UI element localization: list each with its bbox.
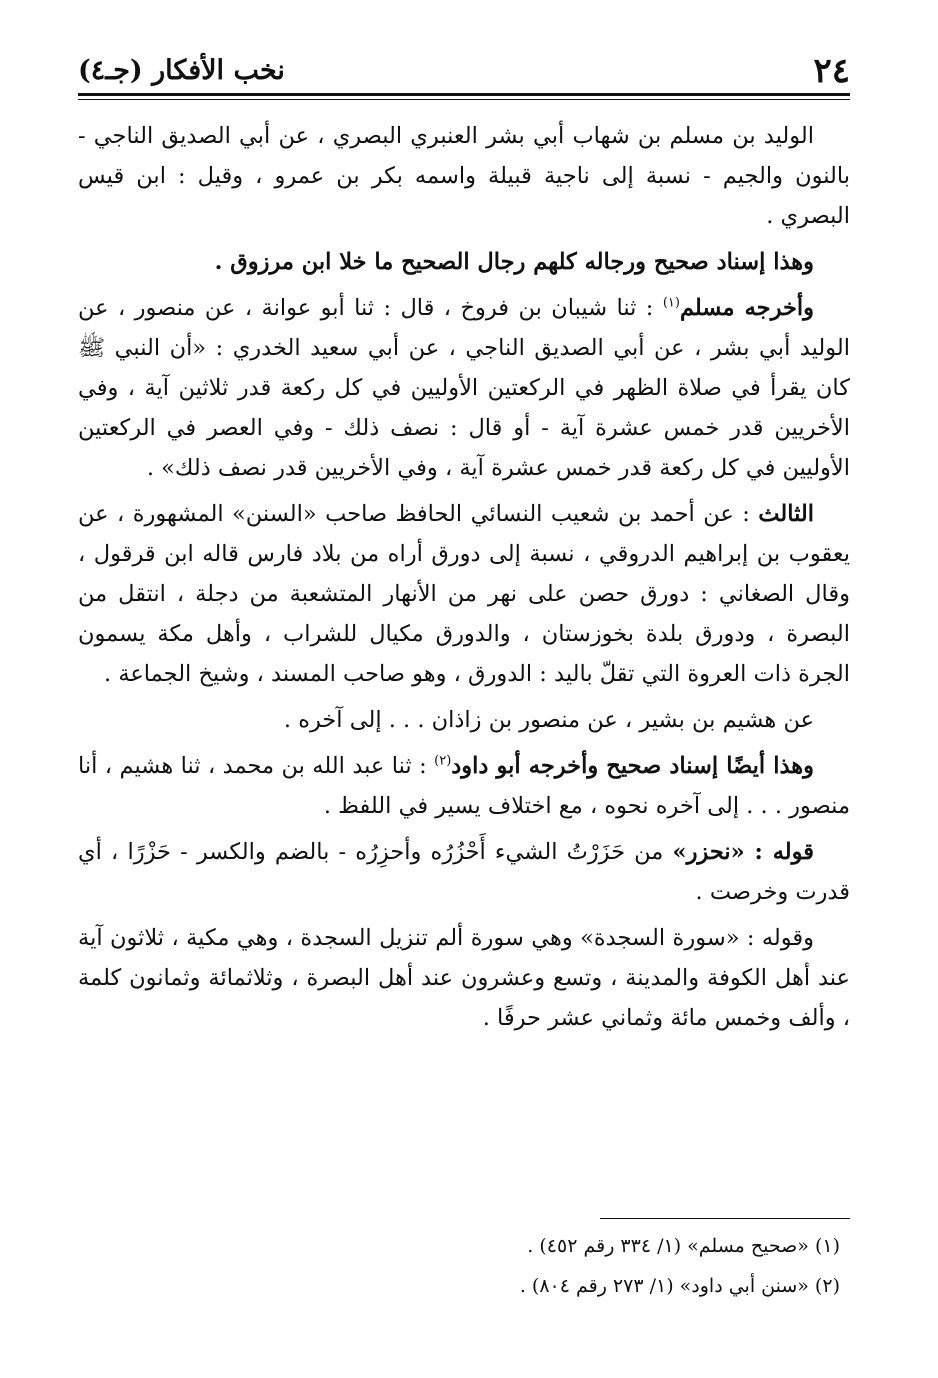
paragraph-7 [78, 832, 850, 912]
paragraph-4 [78, 494, 850, 694]
paragraph-8: وقوله : «سورة السجدة» وهي سورة ألم تنزيل السجدة ، وهي مكية ، ثلاثون آية عند أهل الكوفة والمدينة ، وتسع وعشرون عند أهل البصرة ، وثلاثمائة وثمانون كلمة ، وألف وخمس مائة وثماني عشر حرفًا . [78, 925, 850, 1031]
paragraph-6-text: : ثنا عبد الله بن محمد ، ثنا هشيم ، أنا منصور . . . إلى آخره نحوه ، مع اختلاف يسير في اللفظ . [78, 753, 850, 819]
footnote-ref-2: (٢) [434, 753, 452, 769]
header-rule [78, 93, 850, 96]
paragraph-7-text: من حَزَرْتُ الشيء أَحْزُرُه وأحزِرُه - بالضم والكسر - حَزْرًا ، أي قدرت وخرصت . [78, 839, 850, 905]
paragraph-3-lead: وأخرجه مسلم [679, 295, 815, 321]
paragraph-7-lead: قوله : «نحزر» [672, 839, 814, 865]
main-text [78, 116, 850, 1044]
paragraph-4-lead: الثالث [758, 501, 814, 527]
running-title: نخب الأفكار (جـ٤) [78, 55, 285, 86]
footnote-ref-1: (١) [662, 295, 680, 311]
page-header [78, 50, 850, 90]
paragraph-4-text: : عن أحمد بن شعيب النسائي الحافظ صاحب «السنن» المشهورة ، عن يعقوب بن إبراهيم الدروقي ، نسبة إلى دورق أراه من بلاد فارس قاله ابن قرقول ، وقال الصغاني : دورق حصن على نهر من الأنهار المتشعبة من دجلة ، انتقل من البصرة ، ودورق بلدة بخوزستان ، والدورق مكيال للشراب ، وأهل مكة يسمون الجرة ذات العروة التي تقلّ باليد : الدورق ، وهو صاحب المسند ، وشيخ الجماعة . [78, 501, 850, 687]
footnotes [78, 1226, 840, 1306]
paragraph-1: الوليد بن مسلم بن شهاب أبي بشر العنبري البصري ، عن أبي الصديق الناجي - بالنون والجيم - نسبة إلى ناجية قبيلة واسمه بكر بن عمرو ، وقيل : ابن قيس البصري . [78, 123, 850, 229]
page-number: ٢٤ [813, 51, 850, 91]
paragraph-6 [78, 746, 850, 826]
paragraph-3-text: : ثنا شيبان بن فروخ ، قال : ثنا أبو عوانة ، عن منصور ، عن الوليد أبي بشر ، عن أبي الصديق الناجي ، عن أبي سعيد الخدري : «أن النبي ﷺ كان يقرأ في صلاة الظهر في الركعتين الأوليين في كل ركعة قدر ثلاثين آية ، وفي الأخريين قدر خمس عشرة آية - أو قال : نصف ذلك - وفي العصر في الركعتين الأوليين في كل ركعة قدر خمس عشرة آية ، وفي الأخريين قدر نصف ذلك» . [78, 295, 850, 481]
paragraph-3 [78, 288, 850, 488]
paragraph-6-lead: وهذا أيضًا إسناد صحيح وأخرجه أبو داود [451, 753, 815, 779]
footnote-2: (٢) «سنن أبي داود» (١/ ٢٧٣ رقم ٨٠٤) . [519, 1275, 840, 1297]
header-rule-thin [78, 99, 850, 100]
paragraph-2 [78, 242, 850, 282]
footnote-1: (١) «صحيح مسلم» (١/ ٣٣٤ رقم ٤٥٢) . [527, 1235, 840, 1257]
paragraph-2-bold: وهذا إسناد صحيح ورجاله كلهم رجال الصحيح ما خلا ابن مرزوق . [214, 249, 814, 275]
paragraph-5: عن هشيم بن بشير ، عن منصور بن زاذان . . . إلى آخره . [283, 707, 814, 733]
footnote-separator [600, 1218, 850, 1219]
